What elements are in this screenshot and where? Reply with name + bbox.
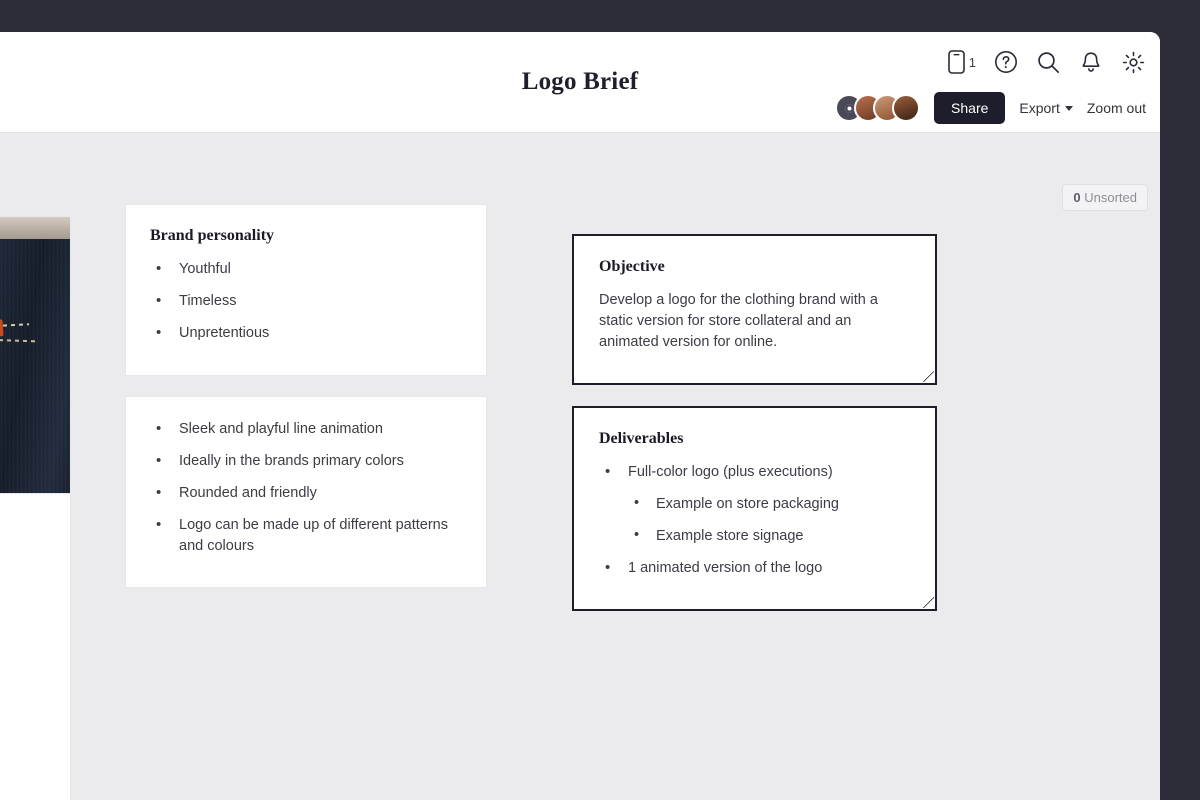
list-item: • Timeless: [150, 291, 462, 312]
app-header: [0, 32, 1160, 133]
unsorted-label: Unsorted: [1084, 190, 1137, 205]
sub-list-item: • Example on store packaging: [628, 494, 910, 515]
board-canvas[interactable]: [0, 133, 1160, 800]
card-title: Deliverables: [599, 430, 684, 447]
card-style-notes[interactable]: [125, 396, 487, 588]
deliverables-list: [599, 462, 910, 579]
app-window: [0, 32, 1160, 800]
card-deliverables[interactable]: [572, 406, 937, 611]
card-title: Objective: [599, 258, 665, 275]
brand-personality-list: [150, 259, 462, 344]
unsorted-chip[interactable]: [1062, 184, 1148, 211]
list-item: • Rounded and friendly: [150, 483, 462, 504]
objective-body: Develop a logo for the clothing brand with a static version for store collateral and an animated version for online.: [599, 292, 878, 350]
list-item: • Ideally in the brands primary colors: [150, 451, 462, 472]
export-button[interactable]: [1019, 100, 1072, 116]
chevron-down-icon: [1065, 106, 1073, 111]
list-item: • 1 animated version of the logo: [599, 558, 910, 579]
list-item: • Logo can be made up of different patterns and colours: [150, 515, 462, 557]
zoom-out-button[interactable]: Zoom out: [1086, 100, 1146, 116]
resize-handle[interactable]: [923, 597, 934, 608]
share-button[interactable]: Share: [934, 92, 1005, 124]
list-item: [599, 462, 910, 547]
unsorted-count: 0: [1073, 190, 1081, 205]
list-item-label: Full-color logo (plus executions): [628, 464, 833, 480]
deliverables-sublist: [628, 494, 910, 547]
sub-list-item: • Example store signage: [628, 526, 910, 547]
header-actions: [835, 92, 1146, 124]
style-notes-list: [150, 419, 462, 557]
list-item: • Unpretentious: [150, 323, 462, 344]
device-count: 1: [968, 54, 976, 70]
export-label: Export: [1019, 100, 1060, 116]
card-brand-personality[interactable]: [125, 204, 487, 376]
list-item: • Youthful: [150, 259, 462, 280]
page-title: Logo Brief: [521, 68, 639, 95]
offscreen-note-card[interactable]: [0, 493, 71, 800]
list-item: • Sleek and playful line animation: [150, 419, 462, 440]
photo-waistband: [0, 217, 71, 239]
card-objective[interactable]: [572, 234, 937, 385]
card-title: Brand personality: [150, 227, 275, 244]
resize-handle[interactable]: [923, 371, 934, 382]
avatar-stack[interactable]: [835, 94, 920, 122]
avatar[interactable]: [892, 94, 920, 122]
